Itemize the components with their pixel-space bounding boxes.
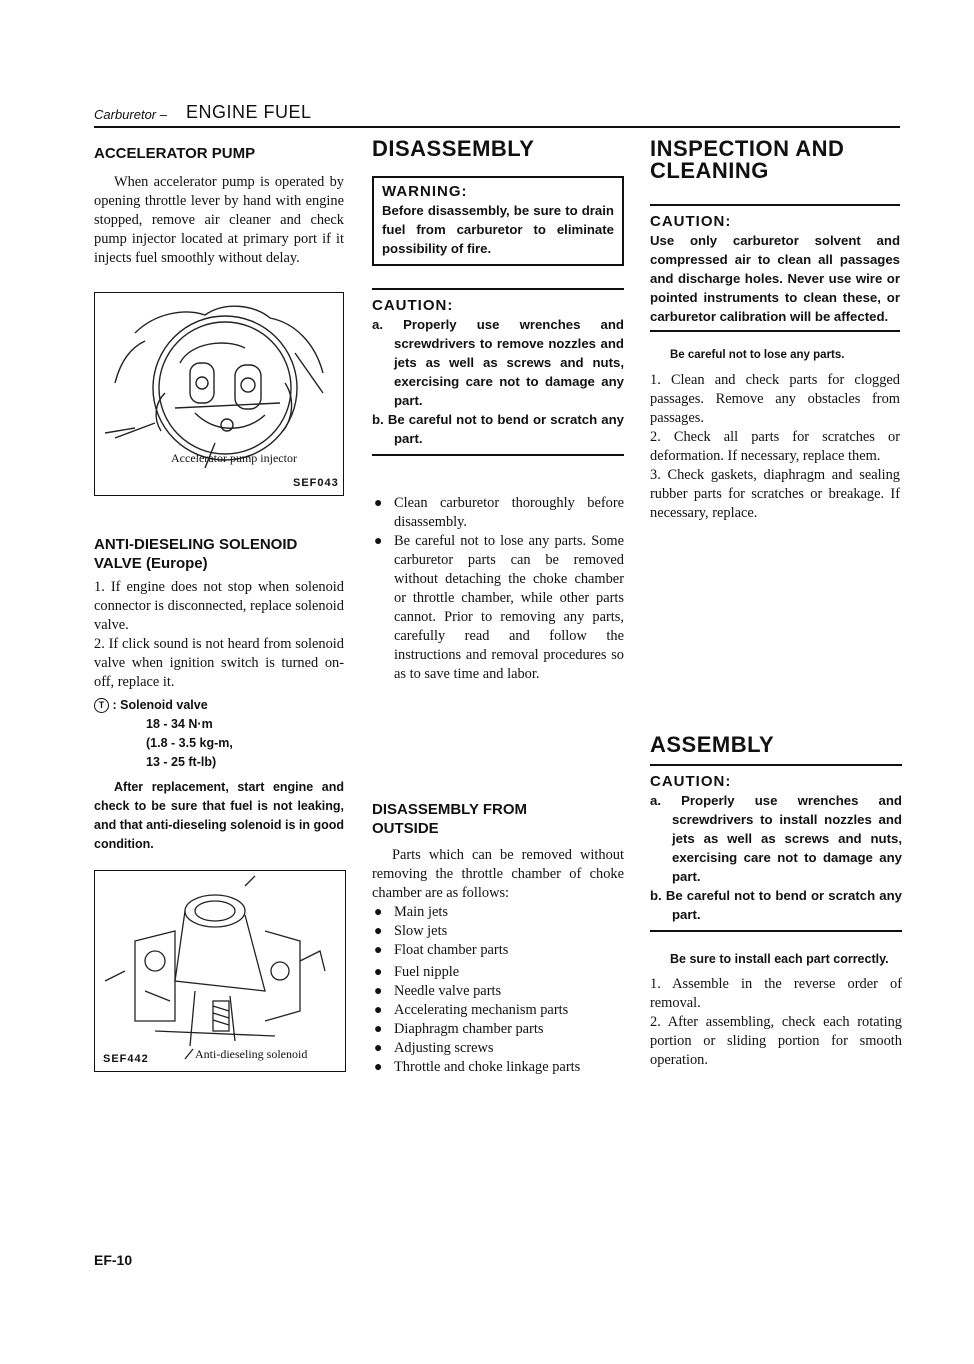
warning-title: WARNING: (382, 183, 468, 200)
anti-dieseling-heading-line1: ANTI-DIESELING SOLENOID (94, 536, 298, 553)
inspection-step-1: 1. Clean and check parts for clogged passages. Remove any obstacles from passages. (650, 372, 900, 426)
torque-spec (94, 696, 344, 715)
anti-dieseling-step-2: 2. If click sound is not heard from solenoid valve when ignition switch is turned on-off, replace it. (94, 636, 344, 690)
disassembly-caution-b: b. Be careful not to bend or scratch any part. (372, 412, 624, 446)
column-2 (372, 138, 624, 684)
accelerator-figure-caption: Accelerator pump injector (171, 451, 297, 465)
assembly-step-2: 2. After assembling, check each rotating portion or sliding portion for smooth operation. (650, 1014, 902, 1068)
torque-icon: T (94, 698, 109, 713)
anti-dieseling-figure-code: SEF442 (103, 1053, 149, 1065)
torque-value-3: 13 - 25 ft-lb) (146, 755, 217, 769)
anti-dieseling-figure (94, 870, 346, 1072)
disassembly-bullets (372, 494, 624, 684)
outside-parts-list (372, 903, 624, 1077)
inspection-step-2: 2. Check all parts for scratches or deformation. If necessary, replace them. (650, 429, 900, 464)
carburetor-illustration (95, 871, 345, 1071)
assembly-caution-a: a. Properly use wrenches and screwdrivers to install nozzles and jets as well as screws and nuts, exercising care not to damage any part. (650, 793, 902, 884)
assembly-heading: ASSEMBLY (650, 732, 775, 757)
caution-top-rule (372, 288, 624, 290)
list-item: ● Throttle and choke linkage parts (374, 1059, 581, 1075)
after-replacement-note: After replacement, start engine and check to be sure that fuel is not leaking, and that anti-dieseling solenoid is in good condition. (94, 780, 345, 851)
inspection-caution-text: Use only carburetor solvent and compressed air to clean all passages and discharge holes. Never use wire or pointed instruments to clean these, or carburetor calibration will be affected. (650, 233, 900, 324)
page-title: ENGINE FUEL (186, 102, 312, 122)
list-item: ● Slow jets (374, 923, 448, 939)
caution-bottom-rule (372, 454, 624, 456)
inspection-heading-line2: CLEANING (650, 158, 769, 183)
torque-label: : Solenoid valve (112, 698, 208, 712)
list-item: ● Accelerating mechanism parts (374, 1002, 569, 1018)
column-1 (94, 138, 344, 268)
warning-box (372, 176, 624, 266)
list-item: ● Needle valve parts (374, 983, 502, 999)
disassembly-caution-title: CAUTION: (372, 297, 454, 314)
accelerator-pump-body: When accelerator pump is operated by opening throttle lever by hand with engine stopped, remove air cleaner and check pump injector located at primary port if it injects fuel smoothly without delay. (94, 174, 344, 266)
page-header (94, 96, 900, 128)
list-item: ● Main jets (374, 904, 448, 920)
inspection-step-3: 3. Check gaskets, diaphragm and sealing rubber parts for scratches or breakage. If necessary, replace. (650, 467, 900, 521)
section-label: Carburetor – (94, 107, 167, 122)
inspection-note: Be careful not to lose any parts. (670, 349, 845, 361)
column-3 (650, 138, 900, 523)
list-item: ● Clean carburetor thoroughly before disassembly. (374, 495, 624, 530)
warning-text: Before disassembly, be sure to drain fuel from carburetor to eliminate possibility of fire. (382, 203, 614, 256)
anti-dieseling-section (94, 535, 344, 854)
anti-dieseling-step-1: 1. If engine does not stop when solenoid connector is disconnected, replace solenoid valve. (94, 579, 344, 633)
outside-intro: Parts which can be removed without removing the throttle chamber of choke chamber are as follows: (372, 847, 624, 901)
assembly-step-1: 1. Assemble in the reverse order of removal. (650, 976, 902, 1011)
outside-heading-line1: DISASSEMBLY FROM (372, 801, 528, 818)
inspection-caution-bottom-rule (650, 330, 900, 332)
torque-value-2: (1.8 - 3.5 kg-m, (146, 736, 233, 750)
accelerator-pump-heading: ACCELERATOR PUMP (94, 145, 256, 162)
torque-value-1: 18 - 34 N·m (146, 717, 213, 731)
assembly-caution-b: b. Be careful not to bend or scratch any part. (650, 888, 902, 922)
accelerator-pump-figure (94, 292, 344, 496)
list-item: ● Adjusting screws (374, 1040, 494, 1056)
inspection-heading-line1: INSPECTION AND (650, 136, 845, 161)
list-item: ● Fuel nipple (374, 964, 460, 980)
assembly-caution-bottom-rule (650, 930, 902, 932)
disassembly-heading: DISASSEMBLY (372, 136, 535, 161)
accelerator-figure-code: SEF043 (293, 477, 339, 489)
page-number: EF-10 (94, 1252, 133, 1268)
list-item: ● Float chamber parts (374, 942, 509, 958)
outside-heading-line2: OUTSIDE (372, 820, 439, 837)
anti-dieseling-heading-line2: VALVE (Europe) (94, 555, 208, 572)
inspection-caution-title: CAUTION: (650, 213, 732, 230)
list-item: ● Diaphragm chamber parts (374, 1021, 544, 1037)
assembly-caution-top-rule (650, 764, 902, 766)
outside-section (372, 800, 624, 1077)
assembly-note: Be sure to install each part correctly. (670, 952, 889, 966)
assembly-caution-title: CAUTION: (650, 773, 732, 790)
list-item: ● Be careful not to lose any parts. Some carburetor parts can be removed without detaching the choke chamber or throttle chamber, while other parts cannot. Prior to removing any parts, carefully read and follow the instructions and removal procedures so as to save time and labor. (374, 533, 624, 682)
disassembly-caution-a: a. Properly use wrenches and screwdrivers to remove nozzles and jets as well as screws and nuts, exercising care not to damage any part. (372, 317, 624, 408)
inspection-caution-top-rule (650, 204, 900, 206)
anti-dieseling-figure-caption: Anti-dieseling solenoid (195, 1047, 308, 1061)
assembly-section (650, 734, 902, 1070)
